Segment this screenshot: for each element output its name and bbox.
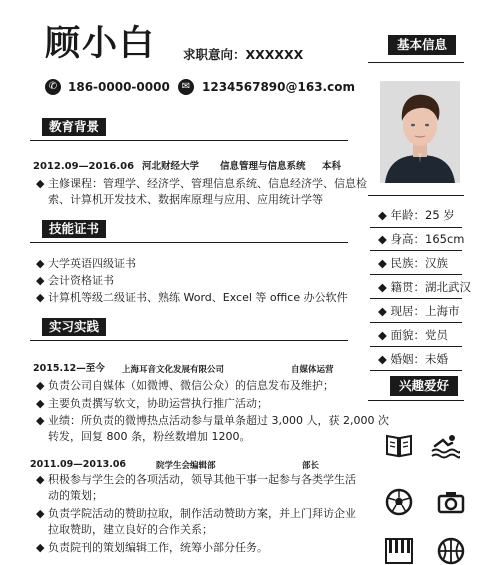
- portrait-image: [380, 81, 460, 183]
- hobby-title: 兴趣爱好: [390, 376, 458, 396]
- piano-icon: [384, 535, 414, 565]
- section-divider: [30, 242, 348, 243]
- job1-duty: ◆ 主要负责撰写软文，协助运营执行推广活动；: [36, 397, 268, 410]
- envelope-icon: ✉: [178, 79, 194, 95]
- section-divider: [370, 227, 462, 228]
- skill-item: [36, 273, 114, 289]
- bullet-icon: ◆: [36, 397, 45, 410]
- info-height: ◆ 身高：165cm: [378, 232, 465, 246]
- bullet-icon: ◆: [36, 257, 45, 270]
- book-icon: [384, 430, 414, 460]
- courses-line-2: 索、计算机开发技术、数据库原理与应用、应用统计学等: [48, 193, 323, 206]
- phone-icon: ✆: [45, 79, 61, 95]
- section-divider: [370, 298, 462, 299]
- profile-photo: [380, 81, 460, 183]
- skill-item: [36, 290, 348, 306]
- email-address: 1234567890@163.com: [202, 80, 355, 94]
- bullet-icon: ◆: [36, 473, 45, 486]
- job2-duty: ◆ 负责院刊的策划编辑工作，统筹小部分任务。: [36, 541, 268, 554]
- section-divider: [370, 322, 462, 323]
- section-divider: [368, 62, 464, 63]
- bullet-icon: ◆: [36, 414, 45, 427]
- education-major: 信息管理与信息系统: [220, 161, 306, 172]
- section-divider: [370, 274, 462, 275]
- section-title-internship: 实习实践: [42, 318, 106, 336]
- job2-duty: ◆ 负责学院活动的赞助拉取，制作活动赞助方案，并上门拜访企业 拉取赞助，建立良好的合作关系；: [36, 507, 356, 536]
- job-objective: 求职意向：XXXXXX: [183, 47, 304, 62]
- bullet-icon: ◆: [36, 177, 45, 190]
- bullet-icon: ◆: [36, 379, 45, 392]
- section-divider: [368, 400, 464, 401]
- education-period: 2012.09—2016.06: [33, 161, 135, 172]
- job2-role: 部长: [302, 461, 320, 471]
- section-divider: [370, 250, 462, 251]
- job1-duty: ◆ 业绩：所负责的微博热点活动参与量单条超过 3,000 人，获 2,000 次 转发，回复 800 条，粉丝数增加 1200。: [36, 414, 389, 443]
- bullet-icon: ◆: [36, 291, 45, 304]
- job1-duty: ◆ 负责公司自媒体（如微博、微信公众）的信息发布及维护；: [36, 379, 334, 392]
- job2-period: 2011.09—2013.06: [30, 459, 127, 470]
- basic-info-title: 基本信息: [388, 35, 456, 55]
- education-school: 河北财经大学: [142, 161, 200, 172]
- skill-label: 计算机等级二级证书、熟练 Word、Excel 等 office 办公软件: [48, 291, 348, 304]
- bullet-icon: ◆: [36, 507, 45, 520]
- bullet-icon: ◆: [36, 541, 45, 554]
- job2-duty: ◆ 积极参与学生会的各项活动，领导其他干事一起参与各类学生活 动的策划；: [36, 473, 356, 502]
- soccer-ball-icon: [384, 487, 414, 517]
- info-marital: ◆ 婚姻：未婚: [378, 352, 448, 366]
- skill-label: 会计资格证书: [48, 274, 114, 287]
- education-courses: [36, 176, 367, 208]
- bullet-icon: ◆: [36, 274, 45, 287]
- info-hometown: ◆ 籍贯：湖北武汉: [378, 280, 471, 294]
- info-ethnicity: ◆ 民族：汉族: [378, 256, 448, 270]
- section-divider: [30, 340, 348, 341]
- education-degree: 本科: [322, 161, 342, 172]
- candidate-name: 顾小白: [45, 24, 157, 64]
- info-residence: ◆ 现居：上海市: [378, 304, 460, 318]
- section-divider: [30, 140, 348, 141]
- info-age: ◆ 年龄：25 岁: [378, 208, 455, 222]
- phone-number: 186-0000-0000: [68, 80, 170, 94]
- basketball-icon: [436, 535, 466, 565]
- camera-icon: [436, 487, 466, 517]
- skill-item: [36, 256, 136, 272]
- job2-company: 院学生会编辑部: [156, 461, 216, 471]
- job1-period: 2015.12—至今: [33, 363, 105, 374]
- section-divider: [370, 346, 462, 347]
- section-divider: [368, 195, 464, 196]
- swimming-icon: [430, 430, 460, 460]
- job1-role: 自媒体运营: [291, 365, 334, 375]
- info-political: ◆ 面貌：党员: [378, 328, 448, 342]
- section-title-skills: 技能证书: [42, 220, 106, 238]
- skill-label: 大学英语四级证书: [48, 257, 136, 270]
- section-divider: [370, 370, 462, 371]
- job1-company: 上海耳音文化发展有限公司: [122, 365, 225, 375]
- section-title-education: 教育背景: [42, 118, 106, 136]
- courses-line-1: 主修课程：管理学、经济学、管理信息系统、信息经济学、信息检: [48, 177, 367, 190]
